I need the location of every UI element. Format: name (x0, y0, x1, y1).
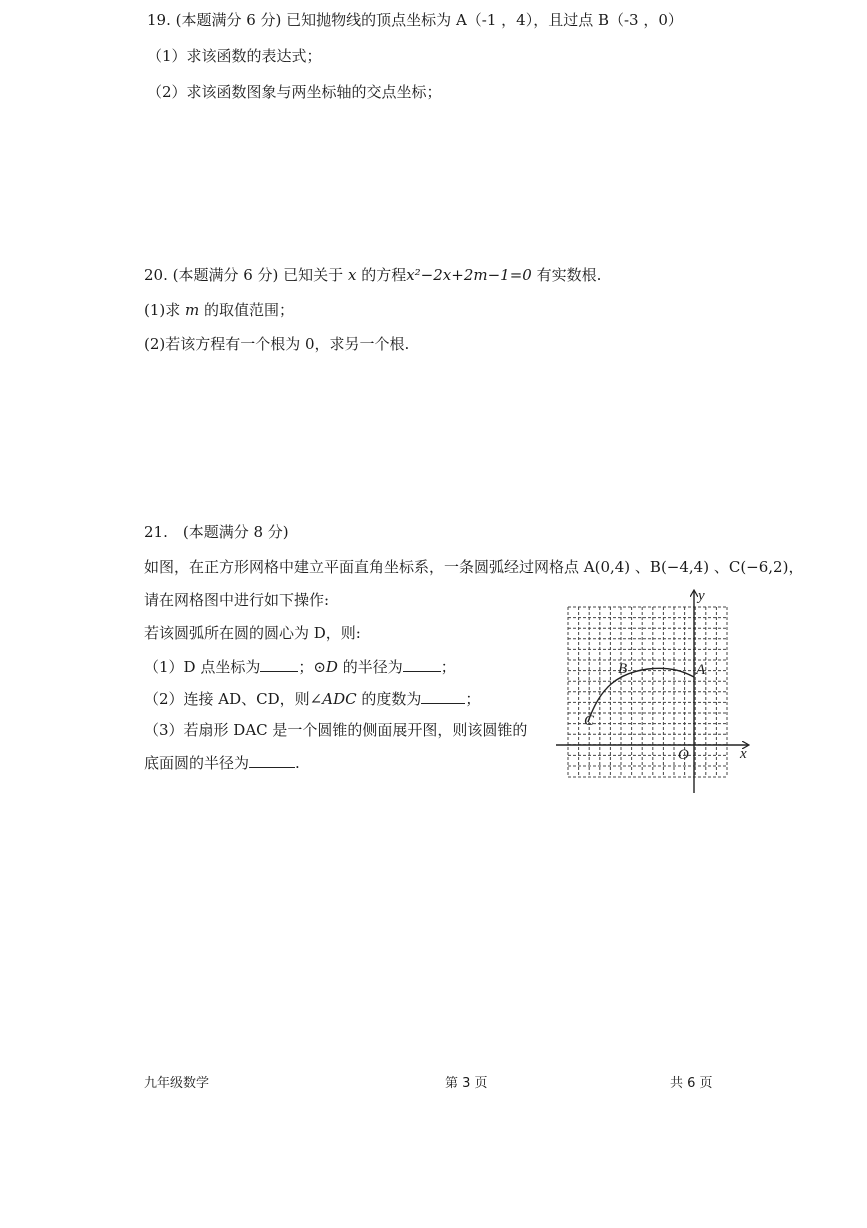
q21-part1 (144, 656, 456, 677)
axis-label-y: y (698, 588, 705, 604)
point-label-c: C (584, 713, 595, 729)
q20-var-m: m (185, 301, 200, 319)
answer-blank-cone-radius[interactable] (249, 752, 295, 768)
q21-intro: 如图，在正方形网格中建立平面直角坐标系，一条圆弧经过网格点 A(0,4) 、B(−4,4) 、C(−6,2)， (144, 558, 804, 576)
answer-blank-angle[interactable] (421, 688, 465, 704)
q20-header-pre: 20. (本题满分 6 分) 已知关于 (144, 266, 348, 284)
q20-var-x: x (347, 266, 357, 284)
coordinate-grid-figure (548, 585, 758, 800)
q20-header-mid: 的方程 (356, 266, 407, 284)
q21-header: 21. (本题满分 8 分) (144, 523, 289, 541)
q21-part3-c: . (295, 754, 300, 772)
q19-header: 19. (本题满分 6 分) 已知抛物线的顶点坐标为 A（-1 ，4），且过点 B（-3 ，0） (147, 11, 683, 29)
q21-part2-d: ； (465, 690, 481, 708)
footer-subject: 九年级数学 (144, 1076, 210, 1091)
q21-premise: 若该圆弧所在圆的圆心为 D，则: (144, 624, 361, 642)
q21-part3-line2 (144, 752, 300, 773)
grid-lines (568, 607, 727, 777)
answer-blank-radius[interactable] (403, 656, 441, 672)
q21-part1-e: ； (440, 658, 456, 676)
q19-part1: （1）求该函数的表达式； (147, 47, 322, 65)
q20-part1-pre: (1)求 (144, 301, 186, 319)
q21-part2 (144, 688, 480, 709)
point-label-b: B (618, 661, 628, 677)
q20-part2: (2)若该方程有一个根为 0，求另一个根. (144, 335, 410, 353)
q21-part2-b: ADC (322, 690, 357, 708)
origin-label: O (678, 747, 689, 763)
q20-part1-post: 的取值范围； (199, 301, 295, 319)
circular-arc (588, 668, 694, 722)
footer-total-pages: 共 6 页 (670, 1076, 713, 1091)
q21-part1-d: 的半径为 (337, 658, 403, 676)
q20-equation: x²−2x+2m−1=0 (406, 266, 532, 284)
q21-part1-a: （1）D 点坐标为 (144, 658, 261, 676)
footer-page-number: 第 3 页 (445, 1076, 488, 1091)
q20-part1 (144, 300, 294, 320)
q19-part2: （2）求该函数图象与两坐标轴的交点坐标； (147, 83, 442, 101)
q20-header (144, 265, 601, 285)
answer-blank-center[interactable] (260, 656, 298, 672)
q21-part3-b: 底面圆的半径为 (144, 754, 250, 772)
q21-part1-c: D (325, 658, 338, 676)
q21-intro2: 请在网格图中进行如下操作: (144, 591, 330, 609)
axis-label-x: x (740, 746, 747, 762)
q20-header-post: 有实数根. (531, 266, 602, 284)
q21-part1-b: ；⊙ (298, 658, 326, 676)
q21-part3: （3）若扇形 DAC 是一个圆锥的侧面展开图，则该圆锥的 (144, 721, 528, 739)
q21-part2-c: 的度数为 (356, 690, 422, 708)
point-label-a: A (696, 662, 706, 678)
q21-part2-a: （2）连接 AD、CD，则∠ (144, 690, 323, 708)
